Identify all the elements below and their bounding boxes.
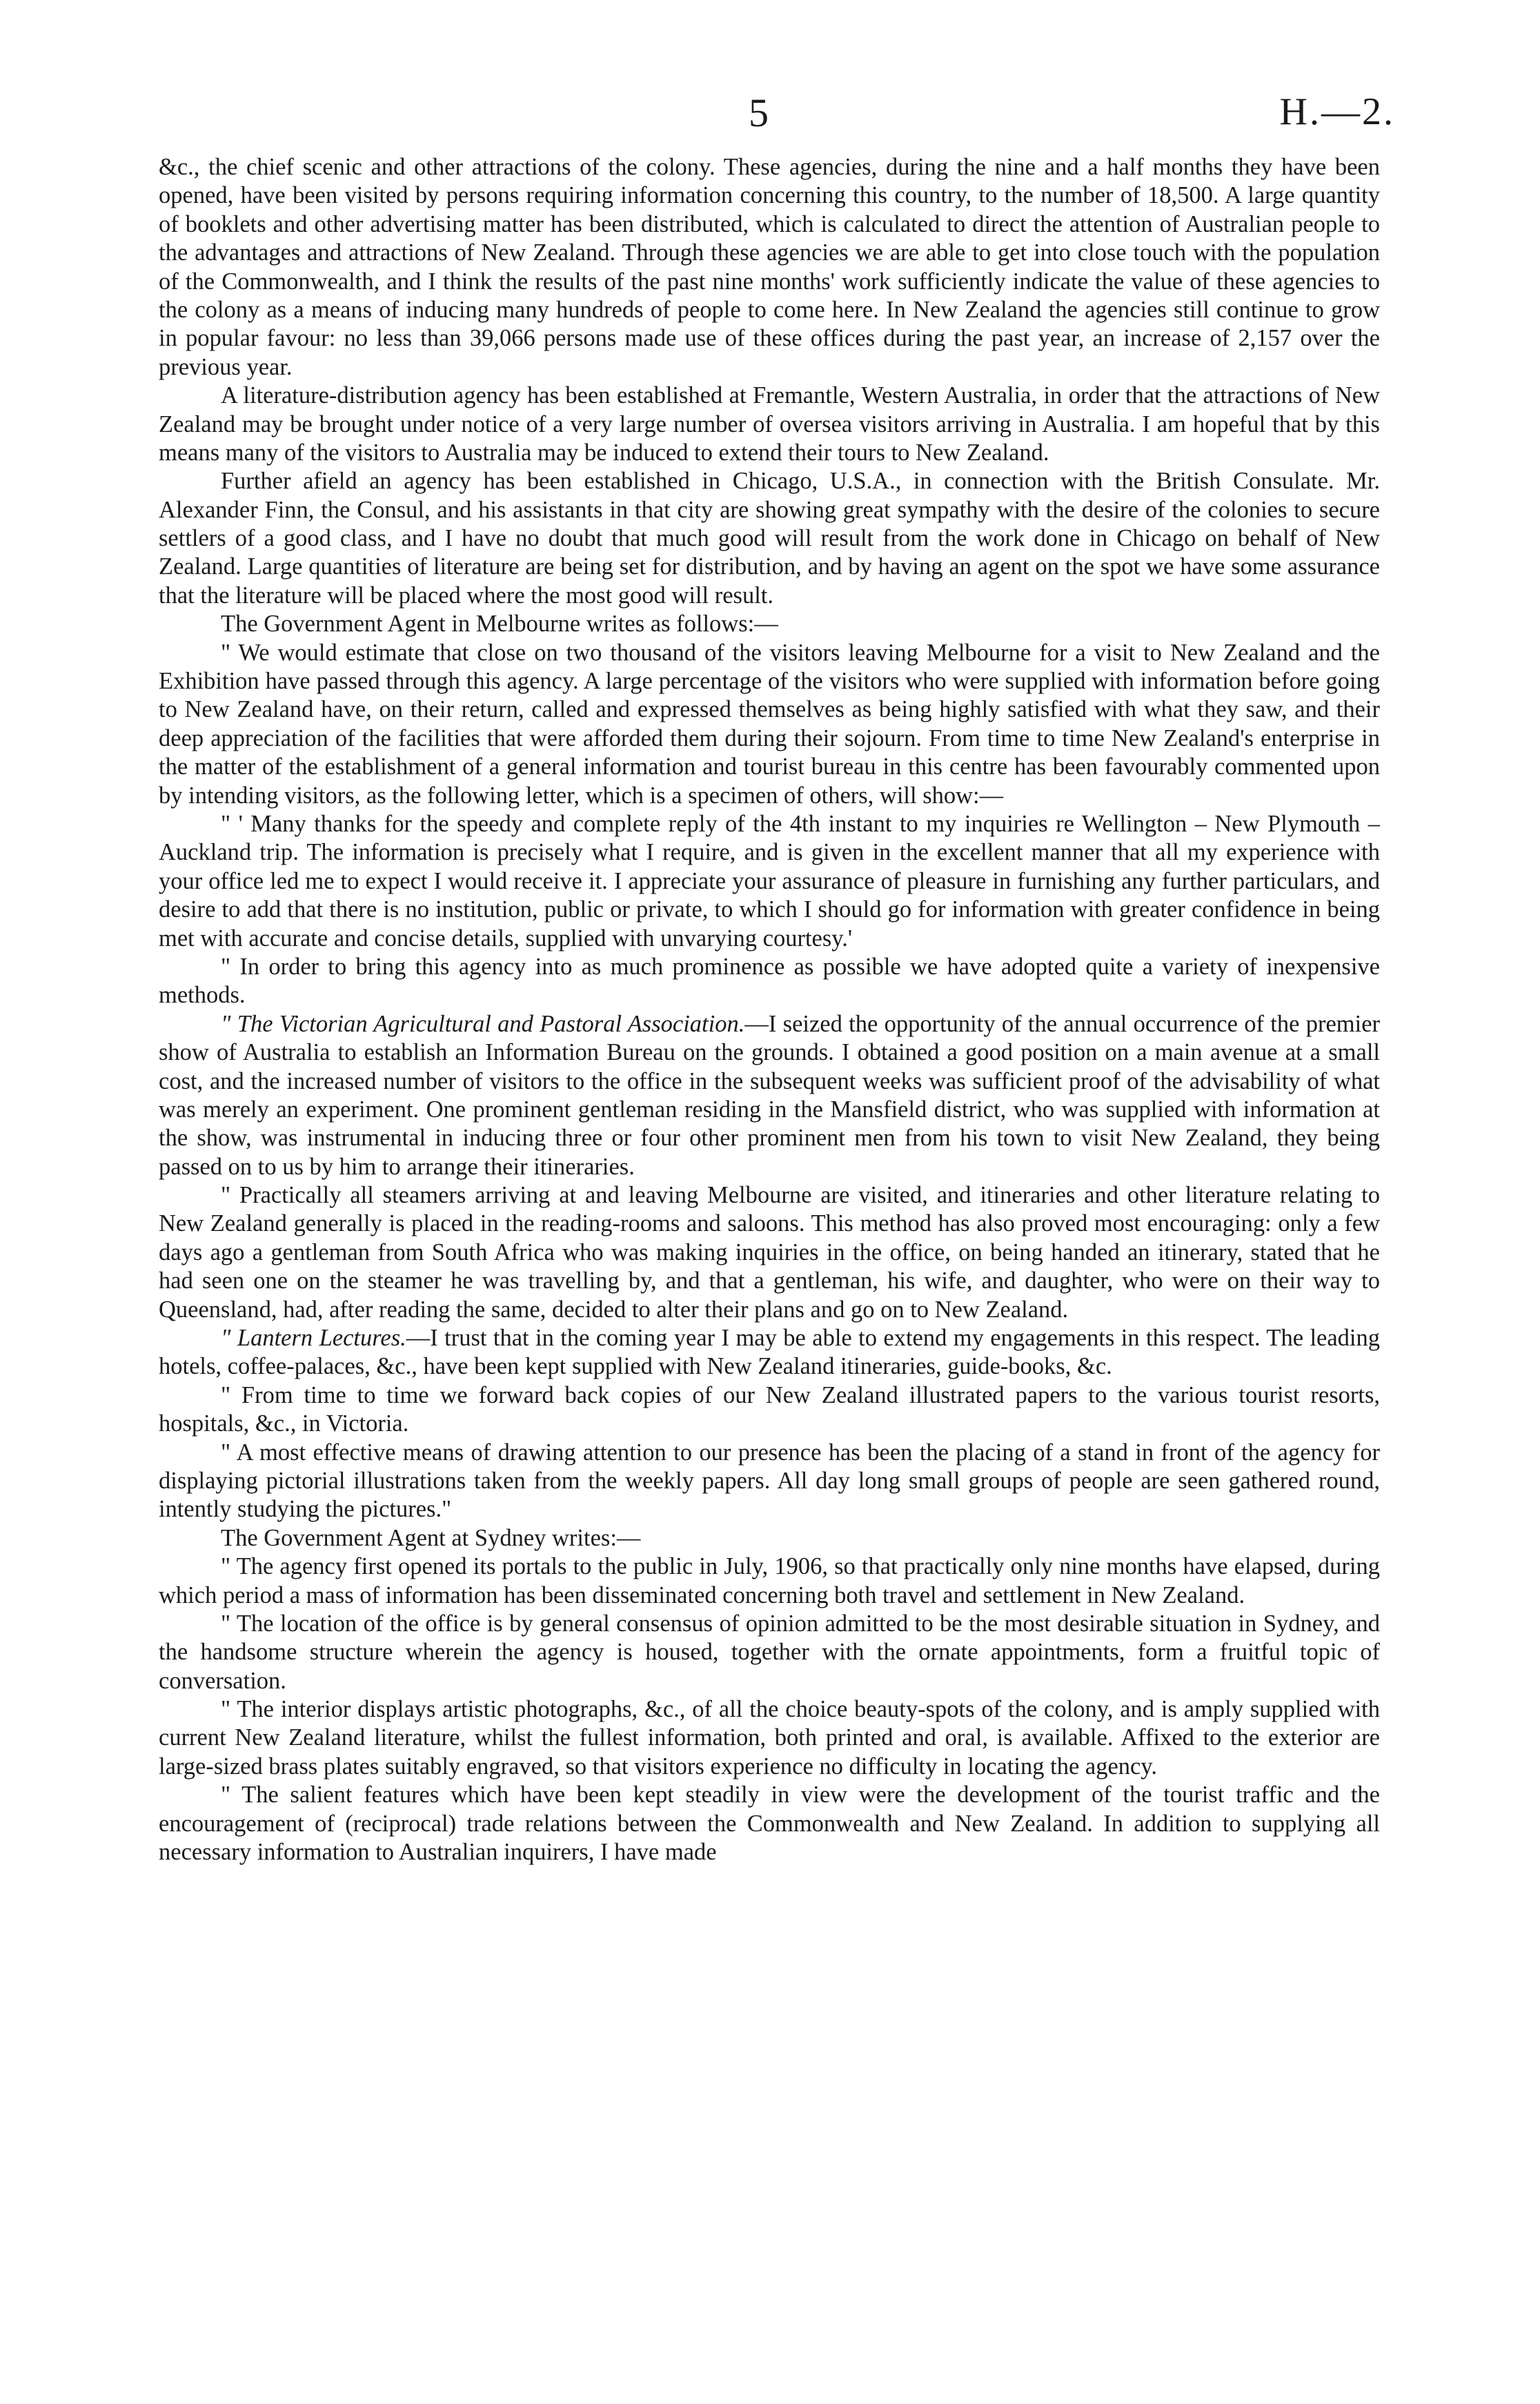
paragraph: A literature-distribution agency has been established at Fremantle, Western Australia, in order that the attractions of New Zealand may be brought under notice of a very large number of oversea visitors arriving in Australia. I am hopeful that by this means many of the visitors to Australia may be induced to extend their tours to New Zealand. [159,382,1380,466]
paragraph: Further afield an agency has been established in Chicago, U.S.A., in connection with the British Consulate. Mr. Alexander Finn, the Consul, and his assistants in that city are showing great sympathy with the desire of the colonies to secure settlers of a good class, and I have no doubt that much good will result from the work done in Chicago on behalf of New Zealand. Large quantities of literature are being set for distribution, and by having an agent on the spot we have some assurance that the literature will be placed where the most good will result. [159,468,1380,609]
section-heading: " The Victorian Agricultural and Pastoral Association. [221,1010,745,1037]
paragraph: " The agency first opened its portals to the public in July, 1906, so that practically only nine months have elapsed, during which period a mass of information has been disseminated concerning both travel and settlement in New Zealand. [159,1553,1380,1608]
paragraph: " The location of the office is by general consensus of opinion admitted to be the most desirable situation in Sydney, and the handsome structure wherein the agency is housed, together with the ornate appointments, form a fruitful topic of conversation. [159,1610,1380,1694]
paragraph [159,1324,1380,1381]
paragraph: " In order to bring this agency into as much prominence as possible we have adopted quite a variety of inexpensive methods. [159,953,1380,1009]
paragraph: " From time to time we forward back copies of our New Zealand illustrated papers to the various tourist resorts, hospitals, &c., in Victoria. [159,1381,1380,1437]
paragraph: " The interior displays artistic photographs, &c., of all the choice beauty-spots of the colony, and is amply supplied with current New Zealand literature, whilst the fullest information, both printed and oral, is available. Affixed to the exterior are large-sized brass plates suitably engraved, so that visitors experience no difficulty in locating the agency. [159,1696,1380,1780]
quoted-letter: " ' Many thanks for the speedy and complete reply of the 4th instant to my inquiries re Wellington – New Plymouth – Auckland trip. The information is precisely what I require, and is given in the excellent manner that all my experience with your office led me to expect I would receive it. I appreciate your assurance of pleasure in furnishing any further particulars, and desire to add that there is no institution, public or private, to which I should go for information with greater confidence in being met with accurate and concise details, supplied with unvarying courtesy.' [159,810,1380,952]
paragraph: " A most effective means of drawing attention to our presence has been the placing of a stand in front of the agency for displaying pictorial illustrations taken from the weekly papers. All day long small groups of people are seen gathered round, intently studying the pictures." [159,1439,1380,1523]
paragraph: " Practically all steamers arriving at and leaving Melbourne are visited, and itineraries and other literature relating to New Zealand generally is placed in the reading-rooms and saloons. This method has also proved most encouraging: only a few days ago a gentleman from South Africa who was making inquiries in the office, on being handed an itinerary, stated that he had seen one on the steamer he was travelling by, and that a gentleman, his wife, and daughter, who were on their way to Queensland, had, after reading the same, decided to alter their plans and go on to New Zealand. [159,1182,1380,1323]
paragraph: " We would estimate that close on two thousand of the visitors leaving Melbourne for a visit to New Zealand and the Exhibition have passed through this agency. A large percentage of the visitors who were supplied with information before going to New Zealand have, on their return, called and expressed themselves as being highly satisfied with what they saw, and their deep appreciation of the facilities that were afforded them during their sojourn. From time to time New Zealand's enterprise in the matter of the establishment of a general information and tourist bureau in this centre has been favourably commented upon by intending visitors, as the following letter, which is a specimen of others, will show:— [159,639,1380,809]
paper-reference: H.—2. [1279,90,1395,133]
page-number: 5 [749,90,769,135]
page-header [0,81,1540,144]
paragraph: " The salient features which have been kept steadily in view were the development of the tourist traffic and the encouragement of (reciprocal) trade relations between the Commonwealth and New Zealand. In addition to supplying all necessary information to Australian inquirers, I have made [159,1782,1380,1866]
section-heading: " Lantern Lectures. [221,1325,406,1352]
body-text [159,153,1380,1866]
paragraph-text: —I trust that in the coming year I may be able to extend my engagements in this respect. The leading hotels, coffee-palaces, &c., have been kept supplied with New Zealand itineraries, guide-books, &c. [159,1325,1380,1380]
paragraph: The Government Agent in Melbourne writes as follows:— [221,611,778,638]
paragraph: The Government Agent at Sydney writes:— [221,1524,641,1551]
paragraph: &c., the chief scenic and other attractions of the colony. These agencies, during the nine and a half months they have been opened, have been visited by persons requiring information concerning this country, to the number of 18,500. A large quantity of booklets and other advertising matter has been distributed, which is calculated to direct the attention of Australian people to the advantages and attractions of New Zealand. Through these agencies we are able to get into close touch with the population of the Commonwealth, and I think the results of the past nine months' work sufficiently indicate the value of these agencies to the colony as a means of inducing many hundreds of people to come here. In New Zealand the agencies still continue to grow in popular favour: no less than 39,066 persons made use of these offices during the past year, an increase of 2,157 over the previous year. [159,154,1380,380]
paragraph-text: —I seized the opportunity of the annual occurrence of the premier show of Australia to establish an Information Bureau on the grounds. I obtained a good position on a main avenue at a small cost, and the increased number of visitors to the office in the subsequent weeks was sufficient proof of the advisability of what was merely an experiment. One prominent gentleman residing in the Mansfield district, who was supplied with information at the show, was instrumental in inducing three or four other prominent men from his town to visit New Zealand, they being passed on to us by him to arrange their itineraries. [159,1010,1380,1180]
paragraph [159,1010,1380,1181]
